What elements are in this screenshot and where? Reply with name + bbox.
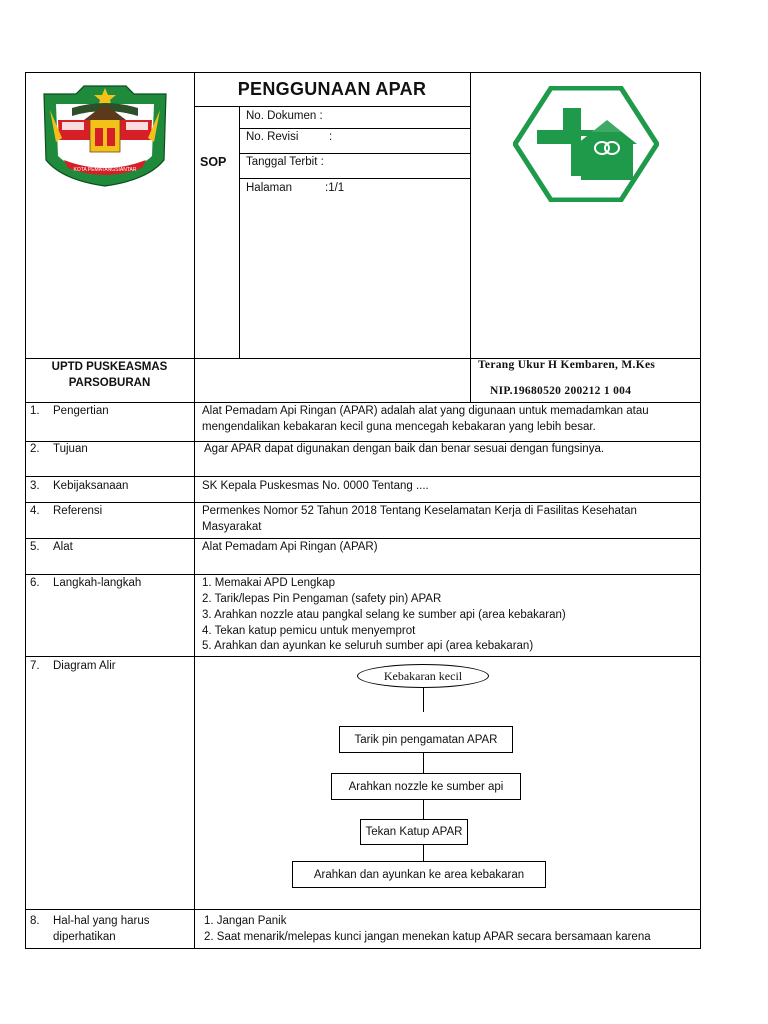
row-number: 4. — [30, 505, 40, 517]
row-content-line: Masyarakat — [202, 521, 262, 533]
org-name-line2: PARSOBURAN — [68, 377, 151, 389]
no-revisi-label: No. Revisi — [246, 131, 299, 143]
row-label-line: Hal-hal yang harus — [53, 915, 150, 927]
row-content-line: SK Kepala Puskesmas No. 0000 Tentang .... — [202, 480, 429, 492]
no-revisi-colon: : — [329, 131, 333, 143]
row-content-line: Permenkes Nomor 52 Tahun 2018 Tentang Keselamatan Kerja di Fasilitas Kesehatan — [202, 505, 637, 517]
row-content-line: 4. Tekan katup pemicu untuk menyemprot — [202, 625, 416, 637]
row-content-line: 2. Saat menarik/melepas kunci jangan menekan katup APAR secara bersamaan karena — [204, 931, 651, 943]
row-number: 3. — [30, 480, 40, 492]
halaman-label: Halaman — [246, 182, 293, 194]
flowchart-connector — [423, 800, 424, 820]
row-content-line: 1. Memakai APD Lengkap — [202, 577, 335, 589]
row-content-line: 1. Jangan Panik — [204, 915, 287, 927]
row-number: 7. — [30, 660, 40, 672]
org-name-line1: UPTD PUSKEASMAS — [51, 361, 168, 373]
row-number: 8. — [30, 915, 40, 927]
flowchart-step: Arahkan nozzle ke sumber api — [331, 773, 521, 800]
flowchart-connector — [423, 845, 424, 861]
row-label: Diagram Alir — [53, 660, 116, 672]
flowchart-start-ellipse: Kebakaran kecil — [357, 664, 489, 688]
row-content-line: 5. Arahkan dan ayunkan ke seluruh sumber api (area kebakaran) — [202, 640, 534, 652]
row-content-line: Alat Pemadam Api Ringan (APAR) adalah alat yang digunaan untuk memadamkan atau — [202, 405, 649, 417]
halaman-value: :1/1 — [325, 182, 345, 194]
flowchart-connector — [423, 753, 424, 773]
row-number: 6. — [30, 577, 40, 589]
row-label: Kebijaksanaan — [53, 480, 129, 492]
row-content-line: 2. Tarik/lepas Pin Pengaman (safety pin) APAR — [202, 593, 442, 605]
signer-nip: NIP.19680520 200212 1 004 — [490, 385, 632, 397]
sop-label: SOP — [200, 155, 227, 169]
seal-text: KOTA PEMATANGSIANTAR — [73, 167, 137, 173]
row-content-line: Agar APAR dapat digunakan dengan baik dan benar sesuai dengan fungsinya. — [204, 443, 605, 455]
signer-name: Terang Ukur H Kembaren, M.Kes — [478, 359, 656, 371]
row-number: 5. — [30, 541, 40, 553]
row-label: Pengertian — [53, 405, 109, 417]
flowchart-connector — [423, 688, 424, 712]
row-label: Alat — [53, 541, 73, 553]
row-number: 1. — [30, 405, 40, 417]
row-label: Tujuan — [53, 443, 88, 455]
row-label: Referensi — [53, 505, 103, 517]
page-title: PENGGUNAAN APAR — [237, 78, 427, 99]
flowchart-step: Arahkan dan ayunkan ke area kebakaran — [292, 861, 546, 888]
puskesmas-logo — [513, 86, 659, 202]
row-content-line: 3. Arahkan nozzle atau pangkal selang ke sumber api (area kebakaran) — [202, 609, 566, 621]
flowchart-step: Tarik pin pengamatan APAR — [339, 726, 513, 753]
no-dokumen-field: No. Dokumen : — [246, 110, 323, 122]
tanggal-terbit-field: Tanggal Terbit : — [246, 156, 324, 168]
city-seal-logo — [38, 80, 172, 188]
row-label: Langkah-langkah — [53, 577, 142, 589]
flowchart-step: Tekan Katup APAR — [360, 819, 468, 845]
row-content-line: Alat Pemadam Api Ringan (APAR) — [202, 541, 378, 553]
halaman-field — [246, 180, 345, 196]
row-content-line: mengendalikan kebakaran kecil guna mencegah kebakaran yang lebih besar. — [202, 421, 596, 433]
row-number: 2. — [30, 443, 40, 455]
row-label-line: diperhatikan — [53, 931, 116, 943]
org-name — [25, 358, 194, 391]
no-revisi-field — [246, 129, 333, 145]
